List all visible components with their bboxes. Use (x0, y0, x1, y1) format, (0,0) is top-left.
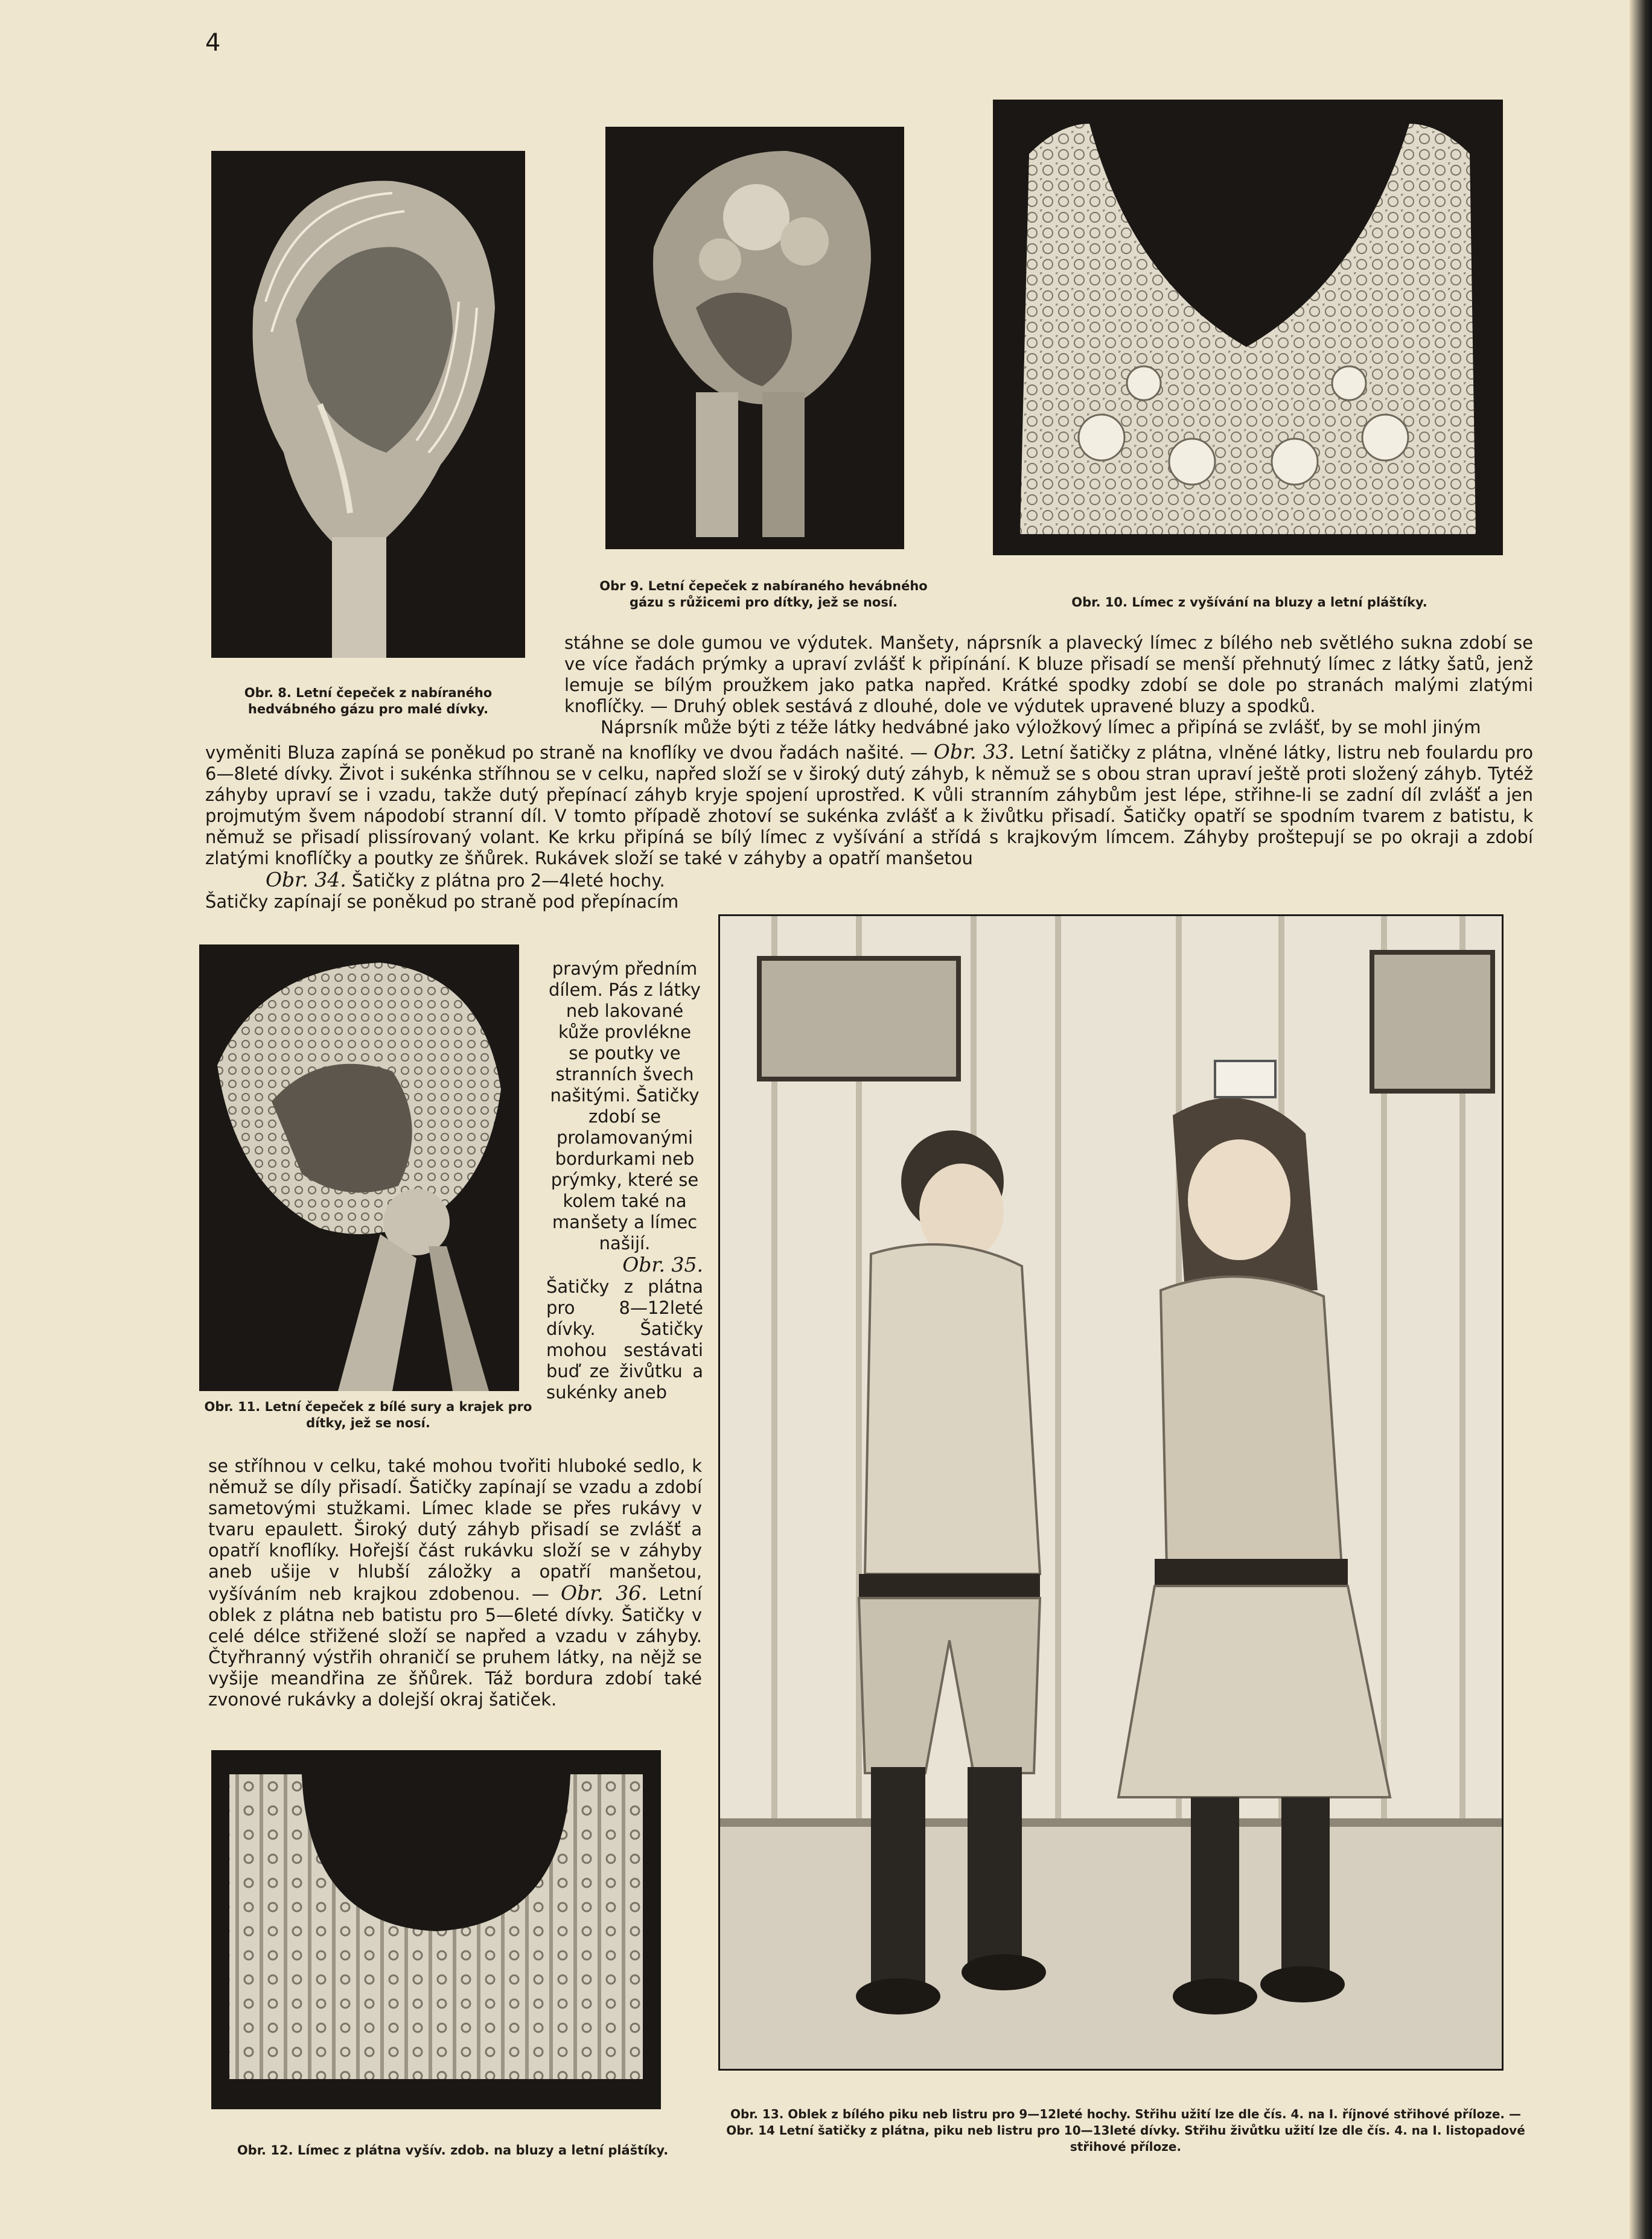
figure-12-caption: Obr. 12. Límec z plátna vyšív. zdob. na bluzy a letní pláštíky. (237, 2143, 669, 2158)
text-full-width (205, 741, 1533, 912)
paragraph-narrow-2: Šatičky z plátna pro 8—12leté dívky. Šatičky mohou sestávati buď ze živůtku a sukénky aneb (546, 1276, 703, 1403)
text-lower-left (208, 1456, 702, 1710)
paragraph-narrow-obr35 (546, 1254, 703, 1276)
figure-8-caption: Obr. 8. Letní čepeček z nabíraného hedvábného gázu pro malé dívky. (244, 686, 493, 716)
figure-11-caption: Obr. 11. Letní čepeček z bílé sury a krajek pro dítky, jež se nosí. (204, 1400, 532, 1430)
paragraph-full-width (205, 741, 1533, 869)
lace-collar-icon (993, 100, 1503, 555)
paragraph-lower-left-a: se stříhnou v celku, také mohou tvořiti hluboké sedlo, k němuž se díly přisadí. Šatičky zapínají se vzadu a zdobí sametovými stužkami. Límec klade se přes rukávy v tvaru epaulett. Široký dutý záhyb přisadí se zvlášť a opatří knoflíky. Hořejší část rukávku složí se v záhyby aneb ušije v hlubší záložky a opatří manšetou, vyšíváním neb krajkou zdobenou. — (208, 1456, 702, 1604)
paragraph-full-width-b: Letní šatičky z plátna, vlněné látky, listru neb foulardu pro 6—8leté dívky. Život i sukénka stříhnou se v celku, napřed složí se v široký dutý záhyb, k němuž se s obou stran upraví ještě proti složený záhyb. Tytéž záhyby upraví se i vzadu, takže dutý přepínací záhyb kryje spojení uprostřed. K vůli stranním záhybům jest lépe, střihne-li se zadní díl zvlášť a jen projmutým švem nápodobí stranní díl. V tomto případě zhotoví se sukénka zvlášť a k živůtku přisadí. Šatičky opatří se spodním tvarem z batistu, k němuž se přisadí plissírovaný volant. Ke krku připíná se bílý límec z vyšívání a střídá s krajkovým límcem. Záhyby proštepují se po okraji a zdobí zlatými knoflíčky a poutky ze šňůrek. Rukávek složí se také v záhyby a opatří manšetou (205, 742, 1534, 868)
page-number: 4 (205, 29, 221, 57)
paragraph-upper-right-2: Náprsník může býti z téže látky hedvábné jako výložkový límec a připíná se zvlášť, by se mohl jiným (601, 717, 1481, 737)
figure-9-caption: Obr 9. Letní čepeček z nabíraného hevábného gázu s růžicemi pro dítky, jež se nosí. (599, 579, 928, 610)
lace-bonnet-icon (199, 944, 519, 1391)
figure-13-14-caption: Obr. 13. Oblek z bílého piku neb listru pro 9—12leté hochy. Střihu užití lze dle čís. 4. na I. říjnové střihové příloze. — Obr. 14 Letní šatičky z plátna, piku neb listru pro 10—13leté dívky. Střihu živůtku užití lze dle čís. 4. na I. listopadové střihové příloze. (726, 2107, 1525, 2154)
text-upper-right (564, 632, 1533, 738)
figure-36-ref: Obr. 36. (560, 1581, 648, 1605)
text-narrow-column (546, 958, 703, 1403)
paragraph-full-width-a: vyměniti Bluza zapíná se poněkud po straně na knoflíky ve dvou řadách našité. — (205, 742, 928, 763)
paragraph-obr34 (205, 869, 1533, 891)
figure-10-lace-collar-photo (993, 100, 1503, 555)
embroidered-collar-icon (211, 1750, 661, 2109)
obr34-text: Šatičky z plátna pro 2—4leté hochy. (352, 870, 665, 891)
figure-8-bonnet-photo (211, 151, 525, 658)
bonnet-icon (211, 151, 525, 658)
figure-34-ref: Obr. 34. (266, 868, 346, 891)
figure-35-ref: Obr. 35. (622, 1253, 703, 1276)
paragraph-narrow: pravým předním dílem. Pás z látky neb lakované kůže provlékne se poutky ve stranních švech našitými. Šatičky zdobí se prolamovanými bordurkami neb prýmky, které se kolem také na manšety a límec našijí. (549, 958, 701, 1253)
figure-13-14-illustration (718, 914, 1504, 2071)
bonnet-rosette-icon (605, 127, 904, 549)
figure-10-caption: Obr. 10. Límec z vyšívání na bluzy a letní pláštíky. (1071, 595, 1427, 610)
paragraph-lower-left (208, 1456, 702, 1710)
figure-33-ref: Obr. 33. (933, 740, 1015, 763)
figure-12-collar-photo (211, 1750, 661, 2109)
paragraph-upper-right: stáhne se dole gumou ve výdutek. Manšety, náprsník a plavecký límec z bílého neb světlého sukna zdobí se ve více řadách prýmky a upraví zvlášť k připínání. K bluze přisadí se menší přehnutý límec z látky šatů, jenž lemuje se bílým proužkem jako patka napřed. Krátké spodky zdobí se dole po stranách malými zlatými knoflíčky. — Druhý oblek sestává z dlouhé, dole ve výdutek upravené bluzy a spodků. (564, 632, 1533, 716)
children-illustration-icon (720, 916, 1502, 2069)
paragraph-lower-left-b: Letní oblek z plátna neb batistu pro 5—6leté dívky. Šatičky v celé délce střižené složí se napřed a vzadu v záhyby. Čtyřhranný výstřih ohraničí se pruhem látky, na nějž se vyšije meandřina ze šňůrek. Táž bordura zdobí také zvonové rukávky a dolejší okraj šatiček. (208, 1584, 703, 1710)
obr34-text-2: Šatičky zapínají se poněkud po straně pod přepínacím (205, 891, 679, 912)
figure-9-bonnet-photo (605, 127, 904, 549)
paper-edge (1630, 0, 1652, 2239)
figure-11-lace-bonnet-photo (199, 944, 519, 1391)
